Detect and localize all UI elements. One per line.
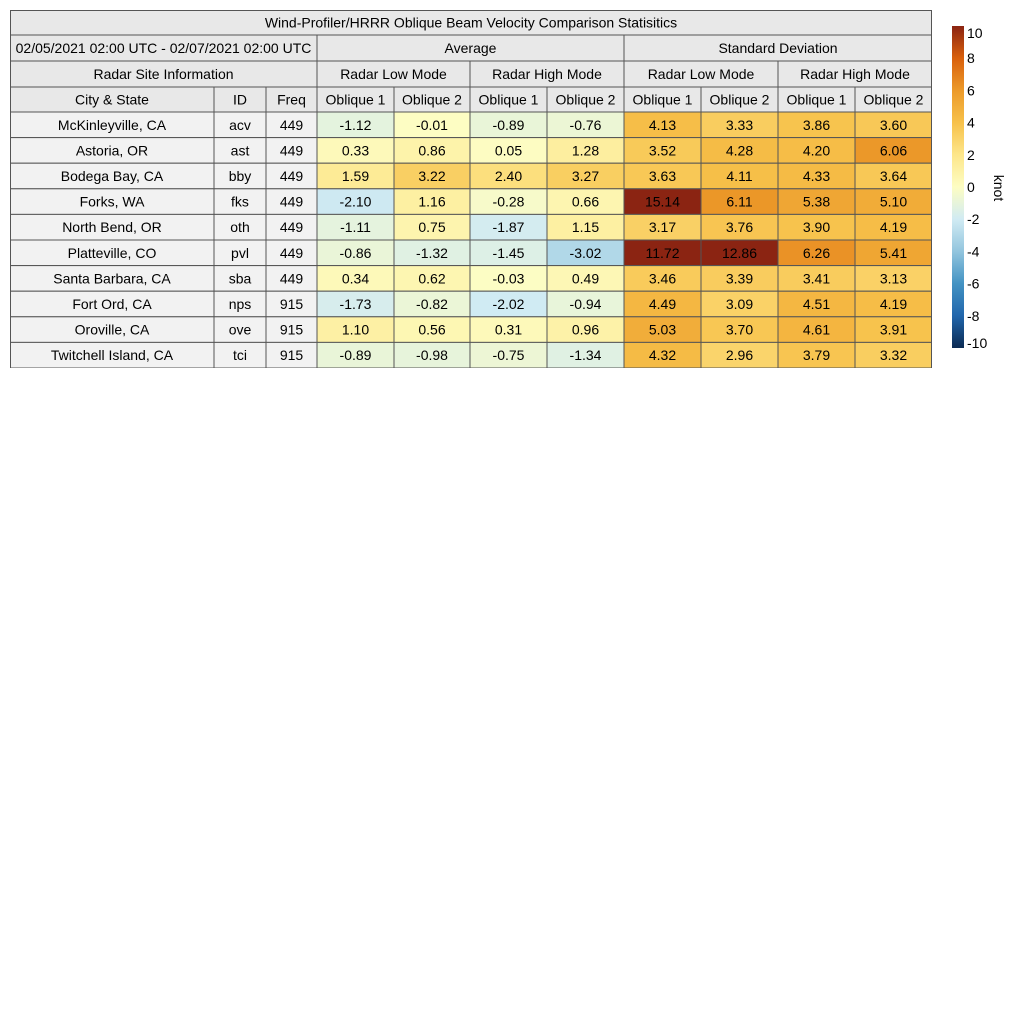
row-city: Platteville, CO bbox=[67, 244, 157, 261]
value: 6.26 bbox=[802, 244, 831, 261]
colorbar-tick-label: 8 bbox=[967, 50, 975, 67]
column-header-9: Oblique 2 bbox=[709, 91, 770, 108]
row-id: pvl bbox=[231, 244, 249, 261]
value: 0.66 bbox=[571, 193, 600, 210]
colorbar-tick-label: 4 bbox=[967, 114, 975, 131]
column-header-4: Oblique 1 bbox=[325, 91, 386, 108]
value: 3.32 bbox=[879, 347, 908, 364]
value: 0.56 bbox=[418, 321, 446, 338]
value: 3.64 bbox=[879, 168, 908, 184]
value: 0.86 bbox=[418, 142, 446, 159]
colorbar-label: knot bbox=[991, 174, 1007, 202]
value: -0.89 bbox=[339, 347, 372, 364]
value: 0.96 bbox=[571, 321, 600, 338]
value: 4.20 bbox=[802, 142, 831, 159]
value: 4.28 bbox=[725, 142, 754, 159]
row-city: Astoria, OR bbox=[75, 142, 149, 159]
value: 0.75 bbox=[418, 219, 446, 236]
colorbar-tick-label: 0 bbox=[967, 179, 975, 195]
value: -1.34 bbox=[569, 347, 602, 364]
value: -1.73 bbox=[339, 296, 372, 312]
row-id: bby bbox=[228, 168, 252, 184]
colorbar-ramp bbox=[952, 26, 964, 348]
value: 2.96 bbox=[725, 347, 754, 364]
row-id: oth bbox=[230, 219, 250, 236]
colorbar-tick-label: -10 bbox=[967, 335, 988, 351]
row-freq: 915 bbox=[279, 347, 304, 364]
value: 4.51 bbox=[802, 296, 831, 312]
value: 1.16 bbox=[418, 193, 446, 210]
value: 11.72 bbox=[645, 244, 680, 261]
mode-header-1: Radar Low Mode bbox=[340, 66, 447, 82]
row-city: Forks, WA bbox=[79, 193, 145, 210]
row-freq: 449 bbox=[279, 193, 304, 210]
value: 1.15 bbox=[571, 219, 600, 236]
colorbar-tick-label: 10 bbox=[967, 25, 983, 41]
value: -0.89 bbox=[492, 116, 525, 133]
row-freq: 449 bbox=[279, 270, 304, 287]
value: 3.39 bbox=[725, 270, 754, 287]
row-city: North Bend, OR bbox=[62, 219, 162, 236]
value: 3.70 bbox=[725, 321, 754, 338]
value: -1.32 bbox=[416, 244, 448, 261]
value: -0.76 bbox=[569, 116, 602, 133]
value: 0.33 bbox=[341, 142, 370, 159]
value: -2.02 bbox=[492, 296, 525, 312]
row-id: sba bbox=[228, 270, 252, 287]
value: 6.11 bbox=[726, 193, 753, 210]
value: 3.22 bbox=[418, 168, 446, 184]
value: -1.45 bbox=[492, 244, 525, 261]
row-id: nps bbox=[228, 296, 252, 312]
value: -3.02 bbox=[569, 244, 602, 261]
value: -0.75 bbox=[492, 347, 525, 364]
value: 3.41 bbox=[802, 270, 831, 287]
value: 3.33 bbox=[725, 116, 754, 133]
colorbar-tick-label: -4 bbox=[967, 243, 980, 260]
value: 1.59 bbox=[341, 168, 370, 184]
value: -0.94 bbox=[569, 296, 602, 312]
row-freq: 449 bbox=[279, 142, 304, 159]
column-header-3: Freq bbox=[277, 91, 306, 108]
value: 3.79 bbox=[802, 347, 831, 364]
value: 5.38 bbox=[802, 193, 831, 210]
colorbar bbox=[948, 26, 1008, 356]
value: 3.76 bbox=[725, 219, 754, 236]
row-freq: 915 bbox=[279, 321, 304, 338]
value: 4.49 bbox=[648, 296, 677, 312]
value: 4.11 bbox=[726, 168, 753, 184]
colorbar-tick-label: 6 bbox=[967, 82, 975, 99]
value: -0.28 bbox=[492, 193, 525, 210]
value: -1.87 bbox=[492, 219, 525, 236]
value: 3.27 bbox=[571, 168, 600, 184]
value: 4.19 bbox=[879, 219, 908, 236]
value: 3.13 bbox=[879, 270, 908, 287]
row-city: McKinleyville, CA bbox=[57, 116, 167, 133]
table-title: Wind-Profiler/HRRR Oblique Beam Velocity Comparison Statisitics bbox=[264, 14, 678, 31]
value: 3.86 bbox=[802, 116, 831, 133]
row-city: Bodega Bay, CA bbox=[60, 168, 164, 184]
value: -0.03 bbox=[492, 270, 525, 287]
column-header-6: Oblique 1 bbox=[478, 91, 539, 108]
group-header-average: Average bbox=[444, 40, 497, 56]
date-range: 02/05/2021 02:00 UTC - 02/07/2021 02:00 UTC bbox=[15, 40, 312, 56]
mode-header-2: Radar High Mode bbox=[492, 66, 602, 82]
value: 3.52 bbox=[648, 142, 677, 159]
row-freq: 449 bbox=[279, 244, 304, 261]
value: -0.01 bbox=[416, 116, 448, 133]
value: 3.60 bbox=[879, 116, 908, 133]
value: 3.09 bbox=[725, 296, 754, 312]
row-id: tci bbox=[233, 347, 247, 364]
value: -2.10 bbox=[339, 193, 372, 210]
statistics-table bbox=[10, 10, 932, 368]
value: 3.91 bbox=[879, 321, 908, 338]
group-header-std: Standard Deviation bbox=[718, 40, 838, 56]
value: 15.14 bbox=[644, 193, 681, 210]
row-id: fks bbox=[231, 193, 249, 210]
value: 4.32 bbox=[648, 347, 677, 364]
value: -0.86 bbox=[339, 244, 372, 261]
site-info-header: Radar Site Information bbox=[93, 66, 234, 82]
row-freq: 449 bbox=[279, 168, 304, 184]
row-city: Fort Ord, CA bbox=[72, 296, 152, 312]
column-header-11: Oblique 2 bbox=[863, 91, 924, 108]
colorbar-tick-label: -2 bbox=[967, 211, 980, 228]
column-header-7: Oblique 2 bbox=[555, 91, 616, 108]
value: 6.06 bbox=[879, 142, 908, 159]
value: 12.86 bbox=[721, 244, 758, 261]
value: 4.13 bbox=[648, 116, 677, 133]
row-id: acv bbox=[229, 116, 251, 133]
row-city: Twitchell Island, CA bbox=[50, 347, 174, 364]
value: 3.17 bbox=[648, 219, 677, 236]
value: 0.62 bbox=[418, 270, 446, 287]
colorbar-tick-label: -6 bbox=[967, 275, 980, 292]
value: 0.05 bbox=[494, 142, 523, 159]
column-header-10: Oblique 1 bbox=[786, 91, 847, 108]
value: 4.33 bbox=[802, 168, 831, 184]
mode-header-3: Radar Low Mode bbox=[647, 66, 755, 82]
row-city: Oroville, CA bbox=[74, 321, 150, 338]
column-header-5: Oblique 2 bbox=[402, 91, 462, 108]
row-id: ove bbox=[228, 321, 252, 338]
value: -1.12 bbox=[339, 116, 372, 133]
value: 4.61 bbox=[802, 321, 831, 338]
value: 5.41 bbox=[879, 244, 908, 261]
row-freq: 449 bbox=[279, 219, 304, 236]
column-header-2: ID bbox=[233, 91, 247, 108]
column-header-8: Oblique 1 bbox=[632, 91, 693, 108]
value: -1.11 bbox=[340, 219, 371, 236]
value: 1.10 bbox=[341, 321, 370, 338]
row-freq: 915 bbox=[279, 296, 304, 312]
value: 0.31 bbox=[494, 321, 523, 338]
row-freq: 449 bbox=[279, 116, 304, 133]
value: 1.28 bbox=[571, 142, 600, 159]
mode-header-4: Radar High Mode bbox=[800, 66, 910, 82]
value: 0.34 bbox=[341, 270, 370, 287]
value: -0.82 bbox=[416, 296, 448, 312]
value: 4.19 bbox=[879, 296, 908, 312]
value: 2.40 bbox=[494, 168, 523, 184]
value: 5.03 bbox=[648, 321, 677, 338]
value: 3.63 bbox=[648, 168, 677, 184]
value: 3.90 bbox=[802, 219, 831, 236]
value: 5.10 bbox=[879, 193, 908, 210]
row-id: ast bbox=[230, 142, 250, 159]
row-city: Santa Barbara, CA bbox=[53, 270, 171, 287]
colorbar-tick-label: -8 bbox=[967, 307, 980, 324]
value: 0.49 bbox=[571, 270, 600, 287]
colorbar-tick-label: 2 bbox=[967, 146, 975, 163]
column-header-1: City & State bbox=[75, 91, 149, 108]
value: 3.46 bbox=[648, 270, 677, 287]
value: -0.98 bbox=[416, 347, 448, 364]
